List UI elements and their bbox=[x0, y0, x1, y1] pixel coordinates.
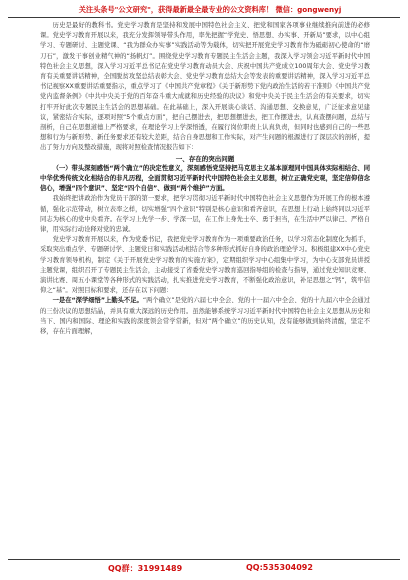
qq-number[interactable]: QQ:535304092 bbox=[246, 563, 313, 572]
subsection-heading: （一）带头深刻感悟“两个确立”的决定性意义，深刻感悟党坚持把马克思主义基本原理同中国具体实际相结合、同中华优秀传统文化相结合的非凡历程，全面贯彻习近平新时代中国特色社会主义思想，树立正确党史观，坚定信仰信念信心，增强“四个意识”、坚定“四个自信”、做到“两个维护”方面。 bbox=[40, 164, 370, 193]
section-heading: 一、存在的突出问题 bbox=[175, 154, 235, 163]
header-banner[interactable]: 关注头条号"公文研究"，获得最新最全最专业的公文资料库！ 微信：gongwenyj bbox=[78, 5, 342, 14]
body-paragraph: 党史学习教育开展以来，作为党委书记，我把党史学习教育作为一项重要政治任务，以学习常态化制度化为抓手，采取突出重点学、专题研讨学、主题党日和实践活动相结合等多种形式抓好自身的政治理论学习。积极组建XX中心党史学习教育领导机构，制定《关于开展党史学习教育的实施方案》，定期组织学习中心组集中学习，为中心支部党员讲授主题党课，组织召开了专题民主生活会，主动接受了省委党史学习教育巡回指导组的检查与指导，通过党史知识竞赛、演讲比赛、周五小课堂等各种形式的实践活动，扎实推进党史学习教育，不断强化政治意识，补足思想之“钙”，筑牢信仰之“基”。对照目标和要求，还存在以下问题： bbox=[40, 236, 370, 295]
qq-group-number[interactable]: QQ群：31991489 bbox=[108, 564, 183, 573]
body-paragraph: 我始终把讲政治作为党员干部的第一要求，把学习贯彻习近平新时代中国特色社会主义思想作为开展工作的根本遵循，强化示范带动，树立表率之样，切实增强“四个意识”特别是核心意识和看齐意识，在思想上行动上始终同以习近平同志为核心的党中央看齐。在学习上先学一步、学深一层，在工作上身先士卒、勇于担当，在生活中严以律己、严格自律，用实际行动诠释对党的忠诚。 bbox=[40, 195, 370, 234]
paragraph-lead: 一是在“深学细悟”上勤头不足。 bbox=[52, 297, 143, 305]
body-paragraph bbox=[40, 296, 370, 337]
paragraph-text: “两个确立”是党的六届七中全会、党的十一届六中全会、党的十九届六中全会通过的三份决议的思想结晶，并具有重大深远的历史作用。虽然能够系统学习习近平新时代中国特色社会主义思想从历史和当下、国内和国际、理论和实践的深度领会常学常新，但对“两个确立”的历史认知，没有能够做到始终清醒，坚定不移，存在片面理解， bbox=[40, 297, 370, 336]
intro-paragraph: 历史是最好的教科书。党史学习教育是坚持和发展中国特色社会主义、把党和国家各项事业继续推向前进的必修课。党史学习教育开展以来，我充分发挥领导带头作用，率先把握“学党史、悟思想、办实事、开新局”要求，以中心组学习、专题研讨、主题党课、“我为群众办实事”实践活动等为载体，切实把开展党史学习教育作为砥砺初心使命的“磨刀石”，激发干事创业精气神的“扬帆灯”。围绕党史学习教育专题民主生活会主题，我深入学习领会习近平新时代中国特色社会主义思想，深入学习习近平总书记在党史学习教育动员大会、庆祝中国共产党成立100周年大会、党史学习教育有关重要讲话精神，全国脱贫攻坚总结表彰大会、党史学习教育总结大会等发表的重要讲话精神，深入学习习近平总书记视察XX重要讲话重要指示，重点学习了《中国共产党章程》《关于新形势下党内政治生活的若干准则》《中国共产党党内监督条例》《中共中央关于党的百年奋斗重大成就和历史经验的决议》和党中央关于民主生活会的有关要求，切实打牢开好此次专题民主生活会的思想基础。在此基础上，深入开展谈心谈话、沟通思想、交换意见，广泛征求意见建议，紧密结合实际，逐项对照“5个重点方面”，把自己摆进去，把思想摆进去，把工作摆进去，认真查摆问题，总结与剖析，自己在思想道德上严格要求，在理论学习上学深悟透，在履行岗位职责上认真负责，但同时也感到自己的一些思想和行为与新形势、新任务要求还有较大差距，结合自身思想和工作实际，对产生问题的根源进行了深层次的剖析，提出了努力方向及整改措施，现将对照检查情况报告如下： bbox=[40, 22, 370, 152]
header-divider bbox=[8, 17, 400, 18]
footer-divider bbox=[8, 559, 400, 560]
footer bbox=[0, 561, 408, 577]
document-body bbox=[40, 21, 370, 555]
